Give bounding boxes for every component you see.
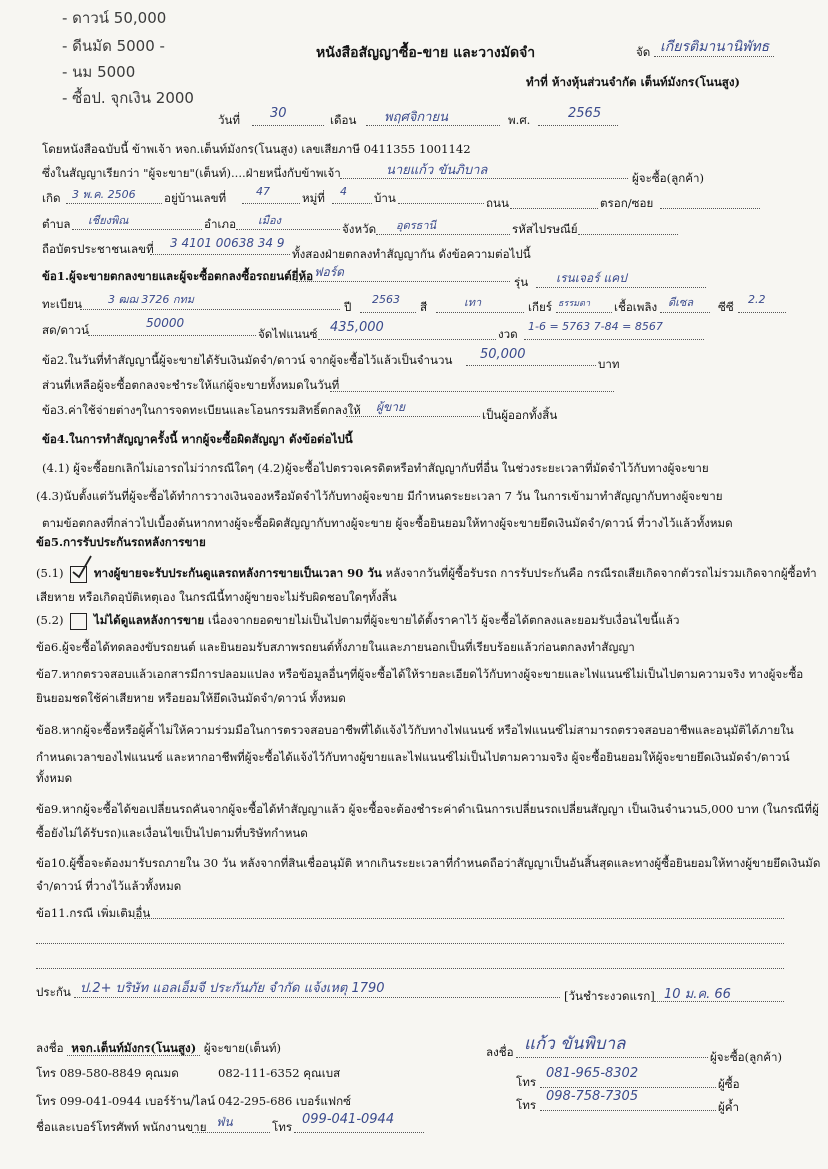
clause11-line3: [36, 968, 784, 969]
clause3-text: ข้อ3.ค่าใช้จ่ายต่างๆในการจดทะเบียนและโอนกรรมสิทธิ์ตกลงให้: [42, 403, 361, 417]
tambon-value: เชียงพิณ: [88, 214, 129, 227]
seller-phone1: โทร 089-580-8849 คุณมด: [36, 1066, 179, 1080]
year-car-label: ปี: [344, 300, 352, 314]
warranty-option-2[interactable]: [36, 612, 680, 630]
warranty-option-1[interactable]: [36, 565, 817, 583]
deposit-unit: บาท: [598, 357, 620, 371]
warranty-option-2-num: (5.2): [36, 613, 64, 627]
soi-label: ตรอก/ซอย: [600, 196, 654, 210]
clause7-line2: ยินยอมชดใช้ค่าเสียหาย หรือยอมให้ยึดเงินมัดจำ/ดาวน์ ทั้งหมด: [36, 691, 346, 705]
written-at-line: [654, 56, 774, 57]
handnote-down: - ดาวน์ 50,000: [62, 9, 167, 27]
buyer-sign-label: ลงชื่อ: [486, 1045, 514, 1059]
gear-label: เกียร์: [528, 300, 553, 314]
province-line: [376, 234, 510, 235]
date-label: วันที่: [218, 113, 241, 127]
first-due-value: 10 ม.ค. 66: [664, 987, 731, 1002]
sales-name-line: [192, 1132, 270, 1133]
clause6-text: ข้อ6.ผู้จะซื้อได้ทดลองขับรถยนต์ และยินยอมรับสภาพรถยนต์ทั้งภายในและภายนอกเป็นที่เรียบร้อยแล้วก่อนตกลงทำสัญญา: [36, 640, 635, 654]
handnote-deposit: - ดีนมัด 5000 -: [62, 37, 165, 55]
deposit-amount: 50,000: [480, 347, 526, 362]
handnote-purchase: - ซื้อป. จุกเงิน 2000: [62, 89, 194, 107]
buyer-tel-label: โทร: [516, 1075, 537, 1089]
sales-tel-line: [294, 1132, 424, 1133]
seller-phone2: โทร 099-041-0944 เบอร์ร้าน/ไลน์: [36, 1094, 216, 1108]
warranty-option-2-title: ไม่ได้ดูแลหลังการขาย: [93, 613, 205, 627]
amphoe-label: อำเภอ: [204, 217, 237, 231]
clause4-heading: ข้อ4.ในการทำสัญญาครั้งนี้ หากผู้จะซื้อผิดสัญญา ดังข้อต่อไปนี้: [42, 432, 353, 446]
warranty-option-1-text: หลังจากวันที่ผู้ซื้อรับรถ การรับประกันคือ กรณีรถเสียเกิดจากตัวรถไม่รวมเกิดจากผู้ซื้อทำ: [385, 566, 817, 580]
warranty-option-1-num: (5.1): [36, 566, 64, 580]
intro-line2: ซึ่งในสัญญาเรียกว่า "ผู้จะขาย"(เต็นท์)....ฝ่ายหนึ่งกับข้าพเจ้า: [42, 166, 341, 180]
year-line: [538, 125, 618, 126]
idcard-tail: ทั้งสองฝ่ายตกลงทำสัญญากัน ดังข้อความต่อไปนี้: [292, 247, 531, 261]
guarantor-tel-label: โทร: [516, 1098, 537, 1112]
cc-line: [738, 312, 786, 313]
clause4-line1: (4.1) ผู้จะซื้อยกเลิกไม่เอารถไม่ว่ากรณีใดๆ (4.2)ผู้จะซื้อไปตรวจเครดิตหรือทำสัญญากับที่อื่น ในช่วงระยะเวลาที่มัดจำไว้กับทางผู้จะขาย: [42, 461, 709, 475]
moo-value: 4: [340, 185, 347, 198]
soi-line: [660, 208, 760, 209]
seller-phone2b: 042-295-686 เบอร์แฟกซ์: [218, 1094, 351, 1108]
handnote-milk: - นม 5000: [62, 63, 136, 81]
birth-value: 3 พ.ค. 2506: [72, 188, 136, 201]
tambon-label: ตำบล: [42, 217, 71, 231]
house-value: 47: [256, 185, 270, 198]
checkmark-icon: [70, 554, 92, 580]
finance-line: [318, 339, 496, 340]
warranty-option-1-title: ทางผู้ขายจะรับประกันดูแลรถหลังการขายเป็นเวลา 90 วัน: [93, 566, 382, 580]
brand-value: ฟอร์ด: [314, 265, 344, 279]
gear-value: ธรรมดา: [558, 299, 590, 309]
fuel-label: เชื้อเพลิง: [614, 300, 658, 314]
down-label: สด/ดาวน์: [42, 323, 89, 337]
gear-line: [556, 312, 612, 313]
clause7-line1: ข้อ7.หากตรวจสอบแล้วเอกสารมีการปลอมแปลง หรือข้อมูลอื่นๆที่ผู้จะซื้อได้ให้รายละเอียดไว้กับทางผู้จะขายและไฟแนนซ์ไม่เป็นไปตามความจริง ทางผู้จะซื้อ: [36, 667, 804, 681]
tambon-line: [72, 229, 202, 230]
down-line: [88, 335, 256, 336]
color-label: สี: [420, 300, 428, 314]
warranty-option-1-line2: เสียหาย หรือเกิดอุบัติเหตุเอง ในกรณีนี้ทางผู้ขายจะไม่รับผิดชอบใดๆทั้งสิ้น: [36, 590, 397, 604]
installment-value: 1-6 = 5763 7-84 = 8567: [528, 320, 663, 333]
sales-tel-label: โทร: [272, 1120, 293, 1134]
buyer-role-label: ผู้จะซื้อ(ลูกค้า): [632, 171, 705, 185]
payer-line: [346, 416, 480, 417]
document-title: หนังสือสัญญาซื้อ-ขาย และวางมัดจำ: [316, 45, 536, 61]
clause11-label: ข้อ11.กรณี เพิ่มเติมอื่น: [36, 906, 151, 920]
color-value: เทา: [464, 296, 482, 309]
clause2-remaining: ส่วนที่เหลือผู้จะซื้อตกลงจะชำระให้แก่ผู้จะขายทั้งหมดในวันที่: [42, 378, 340, 392]
date-month: พฤศจิกายน: [384, 110, 448, 125]
fuel-value: ดีเซล: [668, 296, 694, 309]
year-car-value: 2563: [372, 293, 400, 306]
buyer-tel1-line: [540, 1087, 716, 1088]
cc-label: ซีซี: [718, 300, 734, 314]
finance-value: 435,000: [330, 320, 384, 335]
written-at-label: จัด: [636, 45, 651, 59]
house-label: อยู่บ้านเลขที่: [164, 191, 227, 205]
installment-label: งวด: [498, 327, 518, 341]
clause4-line3: ตามข้อตกลงที่กล่าวไปเบื้องต้นหากทางผู้จะซื้อผิดสัญญากับทางผู้จะขาย ผู้จะซื้อยินยอมให้ทางผู้จะขายยึดเงินมัดจำ/ดาวน์ ที่วางไว้แล้วทั้งหมด: [42, 516, 733, 530]
clause8-line1: ข้อ8.หากผู้จะซื้อหรือผู้ค้ำไม่ให้ความร่วมมือในการตรวจสอบอาชีพที่ได้แจ้งไว้กับทางไฟแนนซ์ หรือไฟแนนซ์ไม่สามารถตรวจสอบอาชีพและอนุมัติได้ภายใน: [36, 723, 794, 737]
date-line: [252, 125, 324, 126]
date-year: 2565: [568, 106, 602, 121]
payer-value: ผู้ขาย: [376, 400, 406, 414]
postcode-label: รหัสไปรษณีย์: [512, 222, 578, 236]
reg-value: 3 ฒฌ 3726 กทม: [108, 293, 194, 306]
cc-value: 2.2: [748, 293, 766, 306]
remaining-date-line: [330, 391, 614, 392]
moo-label: หมู่ที่: [302, 191, 325, 205]
intro-line1: โดยหนังสือฉบับนี้ ข้าพเจ้า หจก.เต็นท์มังกร(โนนสูง) เลขเสียภาษี 0411355 1001142: [42, 142, 471, 156]
model-label: รุ่น: [514, 275, 529, 289]
clause5-heading: ข้อ5.การรับประกันรถหลังการขาย: [36, 535, 206, 549]
clause9-line2: ซื้อยังไม่ได้รับรถ)และเงื่อนไขเป็นไปตามที่บริษัทกำหนด: [36, 826, 308, 840]
road-line: [510, 208, 598, 209]
amphoe-value: เมือง: [258, 214, 281, 227]
installment-line: [524, 339, 704, 340]
seller-phone1b: 082-111-6352 คุณเบส: [218, 1066, 341, 1080]
warranty-option-2-checkbox[interactable]: [70, 613, 87, 630]
down-value: 50000: [146, 316, 185, 330]
color-line: [436, 312, 524, 313]
seller-name: หจก.เต็นท์มังกร(โนนสูง): [67, 1041, 200, 1056]
warranty-option-1-checkbox[interactable]: [70, 566, 87, 583]
postcode-line: [578, 234, 678, 235]
birth-label: เกิด: [42, 191, 61, 205]
clause3-tail: เป็นผู้ออกทั้งสิ้น: [482, 408, 558, 422]
model-value: เรนเจอร์ แคป: [556, 271, 627, 285]
year-car-line: [360, 312, 416, 313]
clause4-line2: (4.3)นับตั้งแต่วันที่ผู้จะซื้อได้ทำการวางเงินจองหรือมัดจำไว้กับทางผู้จะขาย มีกำหนดระยะเวลา 7 วัน ในการเข้ามาทำสัญญากับทางผู้จะขาย: [36, 489, 723, 503]
buyer-role: ผู้จะซื้อ(ลูกค้า): [710, 1050, 783, 1064]
clause8-line2: กำหนดเวลาของไฟแนนซ์ และหากอาชีพที่ผู้จะซื้อได้แจ้งไว้กับทางผู้ขายและไฟแนนซ์ไม่เป็นไปตามความจริง ผู้จะซื้อยินยอมให้ผู้จะขายยึดเงินมัดจำ/ดาวน์: [36, 750, 790, 764]
clause8-line3: ทั้งหมด: [36, 771, 73, 785]
clause1-label: ข้อ1.ผู้จะขายตกลงขายและผู้จะซื้อตกลงซื้อรถยนต์ยี่ห้อ: [42, 269, 314, 283]
buyer-sign-line: [516, 1057, 708, 1058]
insurance-label: ประกัน: [36, 985, 71, 999]
finance-label: จัดไฟแนนซ์: [258, 327, 318, 341]
month-label: เดือน: [330, 113, 357, 127]
clause11-line1: [134, 918, 784, 919]
buyer-tel1: 081-965-8302: [546, 1066, 639, 1081]
seller-sign-row: [36, 1040, 281, 1058]
idcard-label: ถือบัตรประชาชนเลขที่: [42, 242, 154, 256]
moo-line: [332, 203, 372, 204]
clause9-line1: ข้อ9.หากผู้จะซื้อได้ขอเปลี่ยนรถคันจากผู้จะซื้อได้ทำสัญญาแล้ว ผู้จะซื้อจะต้องชำระค่าดำเนินการเปลี่ยนรถเปลี่ยนสัญญา เป็นเงินจำนวน5,000 บาท (ในกรณีที่ผู้: [36, 802, 819, 816]
warranty-option-2-text: เนื่องจากยอดขายไม่เป็นไปตามที่ผู้จะขายได้ตั้งราคาไว้ ผู้จะซื้อได้ตกลงและยอมรับเงื่อนไขนี้แล้ว: [207, 613, 680, 627]
seller-sign-label: ลงชื่อ: [36, 1041, 64, 1055]
year-label: พ.ศ.: [508, 113, 531, 127]
village-label: บ้าน: [374, 191, 396, 205]
fuel-line: [660, 312, 710, 313]
idcard-value: 3 4101 00638 34 9: [170, 236, 285, 250]
buyer-signature: แก้ว ขันพิบาล: [524, 1034, 626, 1054]
province-label: จังหวัด: [342, 222, 377, 236]
buyer-name: นายแก้ว ขันภิบาล: [386, 163, 488, 178]
buyer-tel2-role: ผู้ค้ำ: [718, 1100, 740, 1114]
birth-line: [66, 203, 162, 204]
first-due-label: [วันชำระงวดแรก]: [564, 989, 655, 1003]
sales-name: ฟ่น: [216, 1115, 233, 1129]
province-value: อุดรธานี: [396, 219, 437, 232]
place-text: ทำที่ ห้างหุ้นส่วนจำกัด เต็นท์มังกร(โนนสูง): [526, 75, 741, 89]
clause10-line1: ข้อ10.ผู้ซื้อจะต้องมารับรถภายใน 30 วัน หลังจากที่สินเชื่ออนุมัติ หากเกินระยะเวลาที่กำหนดถือว่าสัญญาเป็นอันสิ้นสุดและทางผู้ซื้อยินยอมให้ทางผู้ขายยึดเงินมัด: [36, 856, 821, 870]
sales-tel: 099-041-0944: [302, 1112, 395, 1127]
sales-label: ชื่อและเบอร์โทรศัพท์ พนักงานขาย: [36, 1120, 207, 1134]
deposit-line: [466, 365, 596, 366]
date-day: 30: [270, 106, 287, 121]
buyer-tel1-role: ผู้ซื้อ: [718, 1077, 740, 1091]
clause10-line2: จำ/ดาวน์ ที่วางไว้แล้วทั้งหมด: [36, 879, 182, 893]
road-label: ถนน: [486, 196, 509, 210]
clause11-line2: [36, 943, 784, 944]
reg-label: ทะเบียน: [42, 297, 82, 311]
amphoe-line: [236, 229, 340, 230]
village-line: [398, 203, 484, 204]
idcard-line: [150, 254, 290, 255]
reg-line: [80, 309, 340, 310]
insurance-value: ป.2+ บริษัท แอลเอ็มจี ประกันภัย จำกัด แจ้งเหตุ 1790: [80, 981, 385, 996]
buyer-tel2-line: [540, 1110, 716, 1111]
seller-role: ผู้จะขาย(เต็นท์): [203, 1041, 282, 1055]
written-at-value: เกียรติมานานิพัทธ: [660, 39, 770, 55]
clause2-text: ข้อ2.ในวันที่ทำสัญญานี้ผู้จะขายได้รับเงินมัดจำ/ดาวน์ จากผู้จะซื้อไว้แล้วเป็นจำนวน: [42, 353, 453, 367]
buyer-tel2: 098-758-7305: [546, 1089, 639, 1104]
house-line: [242, 203, 300, 204]
